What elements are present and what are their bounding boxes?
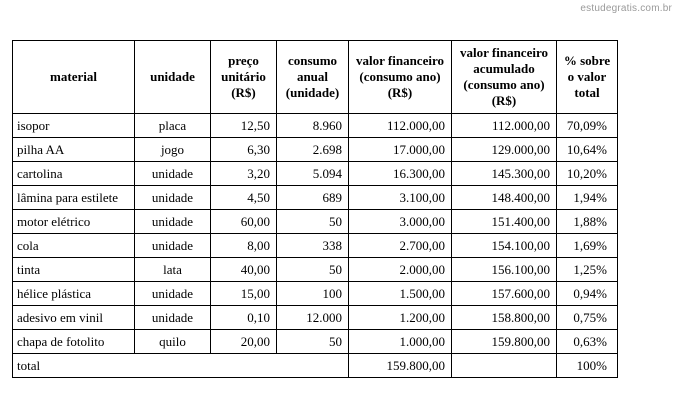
cell-pct: 1,88% <box>557 210 618 234</box>
cell-consumo: 50 <box>277 210 349 234</box>
cell-unidade: unidade <box>135 282 211 306</box>
cell-unidade: jogo <box>135 138 211 162</box>
cell-unidade: unidade <box>135 210 211 234</box>
cell-valor: 17.000,00 <box>349 138 452 162</box>
cell-material: cola <box>13 234 135 258</box>
cell-preco: 0,10 <box>211 306 277 330</box>
cell-pct: 1,94% <box>557 186 618 210</box>
cell-preco: 4,50 <box>211 186 277 210</box>
cell-valor: 1.500,00 <box>349 282 452 306</box>
header-unidade: unidade <box>135 41 211 114</box>
cell-unidade: placa <box>135 114 211 138</box>
cell-unidade: unidade <box>135 306 211 330</box>
cell-valor: 1.000,00 <box>349 330 452 354</box>
header-preco: preço unitário (R$) <box>211 41 277 114</box>
cell-acumulado: 154.100,00 <box>452 234 557 258</box>
cell-valor: 112.000,00 <box>349 114 452 138</box>
table-row <box>13 210 618 234</box>
table-row <box>13 138 618 162</box>
cell-valor: 3.100,00 <box>349 186 452 210</box>
total-pct: 100% <box>557 354 618 378</box>
total-label: total <box>13 354 349 378</box>
cell-material: isopor <box>13 114 135 138</box>
cell-material: hélice plástica <box>13 282 135 306</box>
total-acumulado-empty <box>452 354 557 378</box>
header-consumo: consumo anual (unidade) <box>277 41 349 114</box>
table-row <box>13 234 618 258</box>
cell-acumulado: 158.800,00 <box>452 306 557 330</box>
cell-valor: 16.300,00 <box>349 162 452 186</box>
materials-table <box>12 40 618 378</box>
cell-consumo: 50 <box>277 258 349 282</box>
cell-pct: 10,64% <box>557 138 618 162</box>
table-row <box>13 306 618 330</box>
header-row <box>13 41 618 114</box>
header-valor: valor financeiro (consumo ano) (R$) <box>349 41 452 114</box>
cell-consumo: 5.094 <box>277 162 349 186</box>
cell-pct: 70,09% <box>557 114 618 138</box>
cell-valor: 1.200,00 <box>349 306 452 330</box>
cell-unidade: unidade <box>135 234 211 258</box>
total-row <box>13 354 618 378</box>
header-pct: % sobre o valor total <box>557 41 618 114</box>
cell-preco: 8,00 <box>211 234 277 258</box>
cell-consumo: 8.960 <box>277 114 349 138</box>
cell-preco: 15,00 <box>211 282 277 306</box>
cell-valor: 2.000,00 <box>349 258 452 282</box>
cell-material: adesivo em vinil <box>13 306 135 330</box>
cell-material: chapa de fotolito <box>13 330 135 354</box>
table-row <box>13 186 618 210</box>
cell-pct: 10,20% <box>557 162 618 186</box>
cell-consumo: 50 <box>277 330 349 354</box>
cell-consumo: 338 <box>277 234 349 258</box>
cell-preco: 6,30 <box>211 138 277 162</box>
cell-valor: 2.700,00 <box>349 234 452 258</box>
cell-pct: 0,75% <box>557 306 618 330</box>
header-material: material <box>13 41 135 114</box>
watermark: estudegratis.com.br <box>580 3 672 14</box>
cell-material: lâmina para estilete <box>13 186 135 210</box>
cell-consumo: 12.000 <box>277 306 349 330</box>
cell-unidade: lata <box>135 258 211 282</box>
cell-unidade: unidade <box>135 162 211 186</box>
cell-pct: 1,25% <box>557 258 618 282</box>
cell-material: cartolina <box>13 162 135 186</box>
cell-pct: 1,69% <box>557 234 618 258</box>
header-acumulado: valor financeiro acumulado (consumo ano) (R$) <box>452 41 557 114</box>
cell-acumulado: 159.800,00 <box>452 330 557 354</box>
cell-acumulado: 148.400,00 <box>452 186 557 210</box>
cell-preco: 20,00 <box>211 330 277 354</box>
total-valor: 159.800,00 <box>349 354 452 378</box>
cell-consumo: 2.698 <box>277 138 349 162</box>
cell-material: motor elétrico <box>13 210 135 234</box>
table-row <box>13 258 618 282</box>
cell-acumulado: 112.000,00 <box>452 114 557 138</box>
table-row <box>13 162 618 186</box>
cell-acumulado: 151.400,00 <box>452 210 557 234</box>
cell-unidade: quilo <box>135 330 211 354</box>
cell-preco: 60,00 <box>211 210 277 234</box>
cell-consumo: 689 <box>277 186 349 210</box>
table-row <box>13 330 618 354</box>
cell-acumulado: 157.600,00 <box>452 282 557 306</box>
cell-pct: 0,63% <box>557 330 618 354</box>
cell-pct: 0,94% <box>557 282 618 306</box>
cell-consumo: 100 <box>277 282 349 306</box>
cell-acumulado: 145.300,00 <box>452 162 557 186</box>
cell-unidade: unidade <box>135 186 211 210</box>
cell-acumulado: 156.100,00 <box>452 258 557 282</box>
cell-valor: 3.000,00 <box>349 210 452 234</box>
cell-acumulado: 129.000,00 <box>452 138 557 162</box>
cell-material: pilha AA <box>13 138 135 162</box>
cell-preco: 40,00 <box>211 258 277 282</box>
cell-preco: 12,50 <box>211 114 277 138</box>
cell-material: tinta <box>13 258 135 282</box>
cell-preco: 3,20 <box>211 162 277 186</box>
table-row <box>13 282 618 306</box>
table-row <box>13 114 618 138</box>
